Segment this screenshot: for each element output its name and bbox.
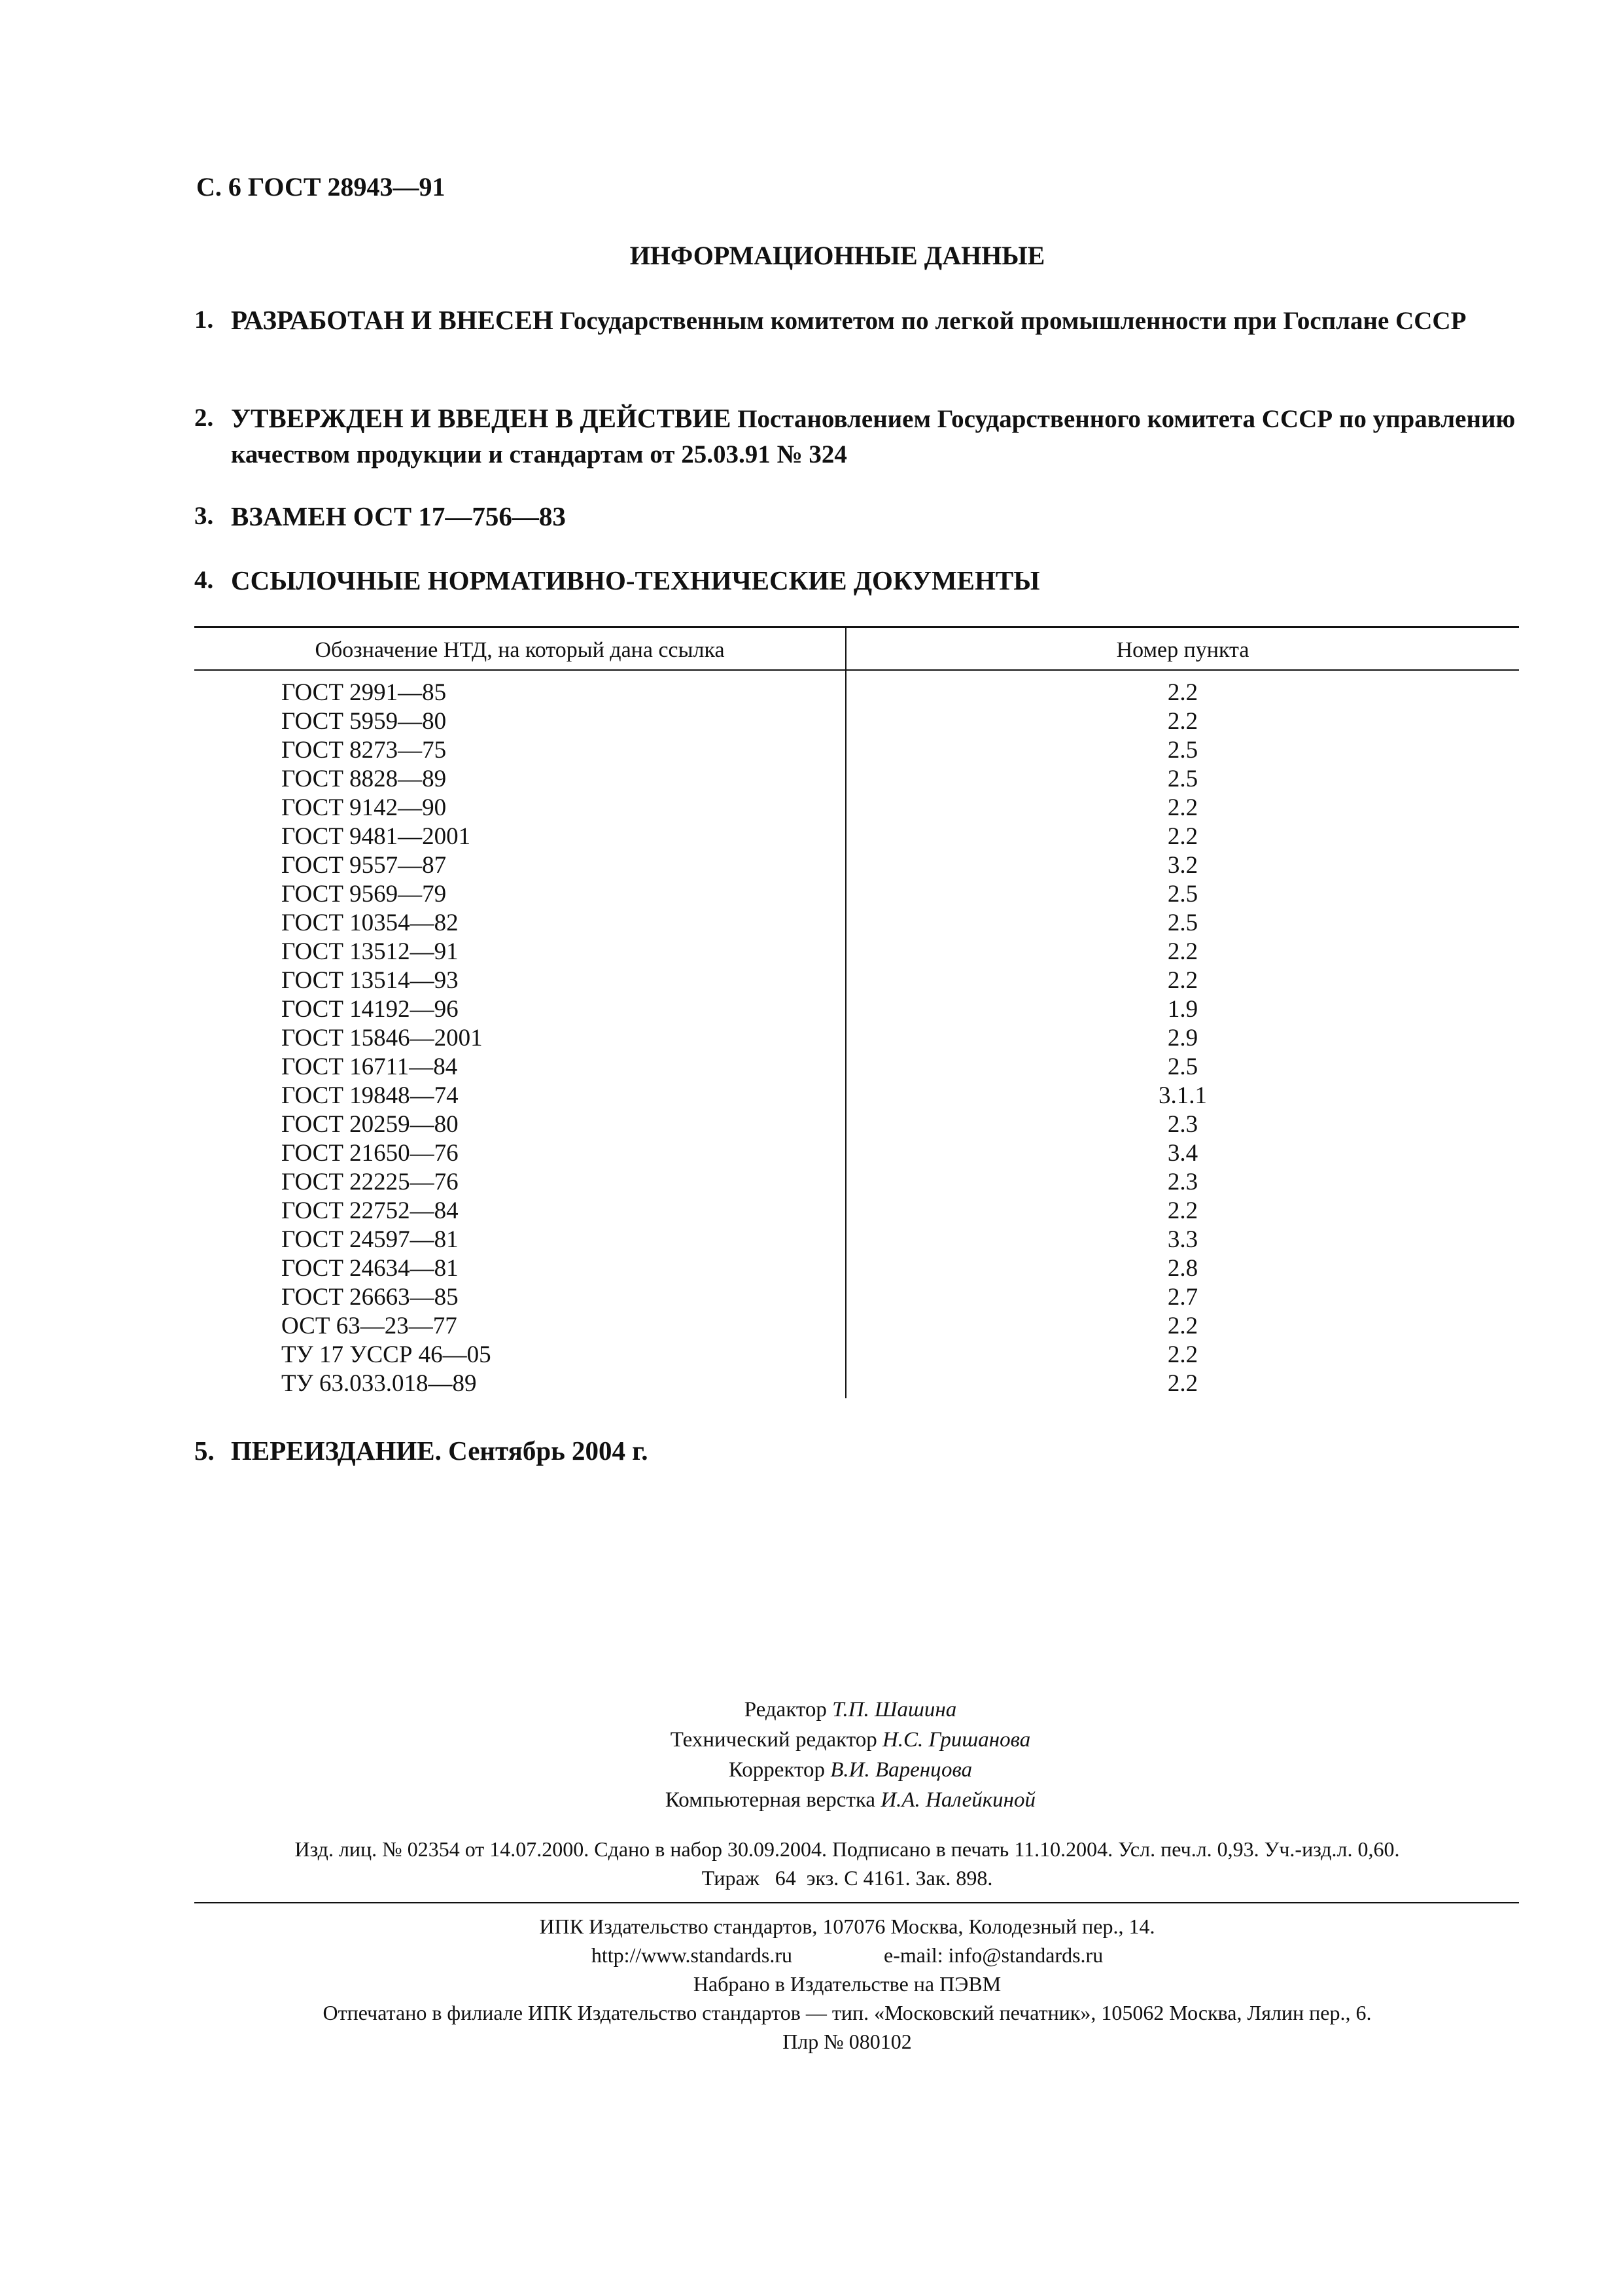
ref-point: 2.2	[1167, 1313, 1198, 1339]
table-row	[194, 995, 1519, 1024]
imprint-line-2: Тираж 64 экз. С 4161. Зак. 898.	[701, 1866, 993, 1890]
item-lead: ССЫЛОЧНЫЕ НОРМАТИВНО-ТЕХНИЧЕСКИЕ ДОКУМЕНТЫ	[231, 565, 1040, 595]
publisher-typeset: Набрано в Издательстве на ПЭВМ	[693, 1972, 1002, 1996]
section-title: ИНФОРМАЦИОННЫЕ ДАННЫЕ	[629, 241, 1045, 270]
item-number: 1.	[194, 306, 214, 334]
ref-document: ГОСТ 16711—84	[281, 1053, 458, 1080]
table-row	[194, 909, 1519, 938]
ref-document: ТУ 63.033.018—89	[281, 1370, 477, 1397]
table-row	[194, 765, 1519, 794]
publisher-printed: Отпечатано в филиале ИПК Издательство стандартов — тип. «Московский печатник», 105062 Москва, Лялин пер., 6.	[323, 2001, 1372, 2024]
ref-document: ГОСТ 24634—81	[281, 1255, 459, 1282]
ref-point: 2.5	[1167, 737, 1198, 764]
credit-editor: Редактор Т.П. Шашина	[744, 1698, 957, 1722]
table-row	[194, 679, 1519, 707]
ref-document: ГОСТ 9481—2001	[281, 823, 471, 850]
publisher-info	[0, 1912, 1623, 2056]
ref-document: ГОСТ 24597—81	[281, 1226, 459, 1253]
ref-document: ГОСТ 21650—76	[281, 1140, 459, 1167]
credit-tech-editor: Технический редактор Н.С. Гришанова	[670, 1728, 1031, 1752]
ref-point: 2.3	[1167, 1111, 1198, 1138]
publisher-plr: Плр № 080102	[782, 2030, 912, 2053]
table-row	[194, 736, 1519, 765]
ref-point: 2.3	[1167, 1169, 1198, 1195]
ref-point: 2.5	[1167, 881, 1198, 908]
table-row	[194, 1226, 1519, 1254]
ref-document: ГОСТ 8828—89	[281, 766, 447, 792]
ref-point: 3.2	[1167, 852, 1198, 879]
item-lead: УТВЕРЖДЕН И ВВЕДЕН В ДЕЙСТВИЕ	[231, 403, 731, 433]
ref-point: 3.4	[1167, 1140, 1198, 1167]
ref-point: 2.2	[1167, 1370, 1198, 1397]
table-row	[194, 1110, 1519, 1139]
ref-document: ГОСТ 13512—91	[281, 938, 459, 965]
table-header-point: Номер пункта	[1116, 638, 1249, 662]
table-row	[194, 1283, 1519, 1312]
ref-point: 3.1.1	[1159, 1082, 1207, 1109]
ref-document: ГОСТ 9569—79	[281, 881, 447, 908]
table-row	[194, 938, 1519, 966]
table-row	[194, 1139, 1519, 1168]
ref-point: 2.2	[1167, 1197, 1198, 1224]
ref-point: 2.5	[1167, 910, 1198, 936]
credits	[0, 1695, 1623, 1815]
item-4	[194, 563, 1542, 599]
item-2	[194, 400, 1542, 472]
item-lead: ПЕРЕИЗДАНИЕ. Сентябрь 2004 г.	[231, 1436, 648, 1466]
ref-point: 2.2	[1167, 794, 1198, 821]
table-row	[194, 851, 1519, 880]
ref-document: ГОСТ 19848—74	[281, 1082, 459, 1109]
ref-document: ГОСТ 22225—76	[281, 1169, 459, 1195]
table-header-document: Обозначение НТД, на который дана ссылка	[315, 638, 725, 662]
item-number: 3.	[194, 502, 214, 530]
table-row	[194, 1082, 1519, 1110]
ref-point: 2.2	[1167, 679, 1198, 706]
ref-document: ГОСТ 15846—2001	[281, 1025, 483, 1051]
credit-layout: Компьютерная верстка И.А. Налейкиной	[665, 1788, 1036, 1812]
table-row	[194, 794, 1519, 822]
table-row	[194, 822, 1519, 851]
ref-document: ГОСТ 20259—80	[281, 1111, 459, 1138]
table-header-rule	[194, 669, 1519, 671]
table-row	[194, 1024, 1519, 1053]
table-top-rule	[194, 626, 1519, 628]
item-3	[194, 499, 1542, 535]
ref-point: 2.5	[1167, 1053, 1198, 1080]
ref-point: 2.9	[1167, 1025, 1198, 1051]
bottom-rule	[194, 1902, 1519, 1903]
item-lead: РАЗРАБОТАН И ВНЕСЕН	[231, 305, 553, 335]
publisher-address: ИПК Издательство стандартов, 107076 Москва, Колодезный пер., 14.	[539, 1915, 1155, 1938]
ref-document: ГОСТ 22752—84	[281, 1197, 459, 1224]
publisher-website[interactable]: http://www.standards.ru	[591, 1943, 793, 1967]
ref-point: 2.2	[1167, 938, 1198, 965]
table-row	[194, 966, 1519, 995]
item-text: Государственным комитетом по легкой промышленности при Госплане СССР	[559, 307, 1467, 335]
item-number: 5.	[194, 1436, 215, 1466]
imprint-line-1: Изд. лиц. № 02354 от 14.07.2000. Сдано в набор 30.09.2004. Подписано в печать 11.10.2004. Усл. печ.л. 0,93. Уч.-изд.л. 0,60.	[294, 1837, 1400, 1861]
item-5	[194, 1433, 1542, 1468]
ref-document: ГОСТ 9142—90	[281, 794, 447, 821]
table-row	[194, 1168, 1519, 1197]
ref-document: ТУ 17 УССР 46—05	[281, 1341, 491, 1368]
ref-point: 2.2	[1167, 823, 1198, 850]
credit-proofreader: Корректор В.И. Варенцова	[728, 1758, 973, 1782]
imprint	[0, 1835, 1623, 1892]
ref-point: 2.5	[1167, 766, 1198, 792]
table-row	[194, 1053, 1519, 1082]
item-text: Постановлением Государственного комитета СССР по управлению качеством продукции и стандартам от 25.03.91 № 324	[231, 405, 1516, 468]
table-row	[194, 707, 1519, 736]
table-row	[194, 1341, 1519, 1369]
ref-point: 2.7	[1167, 1284, 1198, 1311]
ref-point: 2.8	[1167, 1255, 1198, 1282]
table-row	[194, 880, 1519, 909]
item-1	[194, 302, 1542, 339]
ref-point: 2.2	[1167, 967, 1198, 994]
ref-document: ГОСТ 2991—85	[281, 679, 447, 706]
ref-point: 2.2	[1167, 708, 1198, 735]
ref-document: ОСТ 63—23—77	[281, 1313, 457, 1339]
page-header: С. 6 ГОСТ 28943—91	[196, 172, 445, 202]
table-row	[194, 1197, 1519, 1226]
item-number: 4.	[194, 566, 214, 594]
ref-document: ГОСТ 10354—82	[281, 910, 459, 936]
ref-point: 1.9	[1167, 996, 1198, 1023]
ref-document: ГОСТ 13514—93	[281, 967, 459, 994]
ref-document: ГОСТ 9557—87	[281, 852, 447, 879]
ref-point: 3.3	[1167, 1226, 1198, 1253]
ref-document: ГОСТ 5959—80	[281, 708, 447, 735]
item-lead: ВЗАМЕН ОСТ 17—756—83	[231, 501, 566, 531]
ref-document: ГОСТ 26663—85	[281, 1284, 459, 1311]
table-row	[194, 1312, 1519, 1341]
ref-document: ГОСТ 14192—96	[281, 996, 459, 1023]
table-row	[194, 1254, 1519, 1283]
publisher-email[interactable]: e-mail: info@standards.ru	[884, 1943, 1104, 1967]
item-number: 2.	[194, 404, 214, 432]
ref-document: ГОСТ 8273—75	[281, 737, 447, 764]
table-row	[194, 1369, 1519, 1398]
ref-point: 2.2	[1167, 1341, 1198, 1368]
table-body	[194, 679, 1519, 1398]
